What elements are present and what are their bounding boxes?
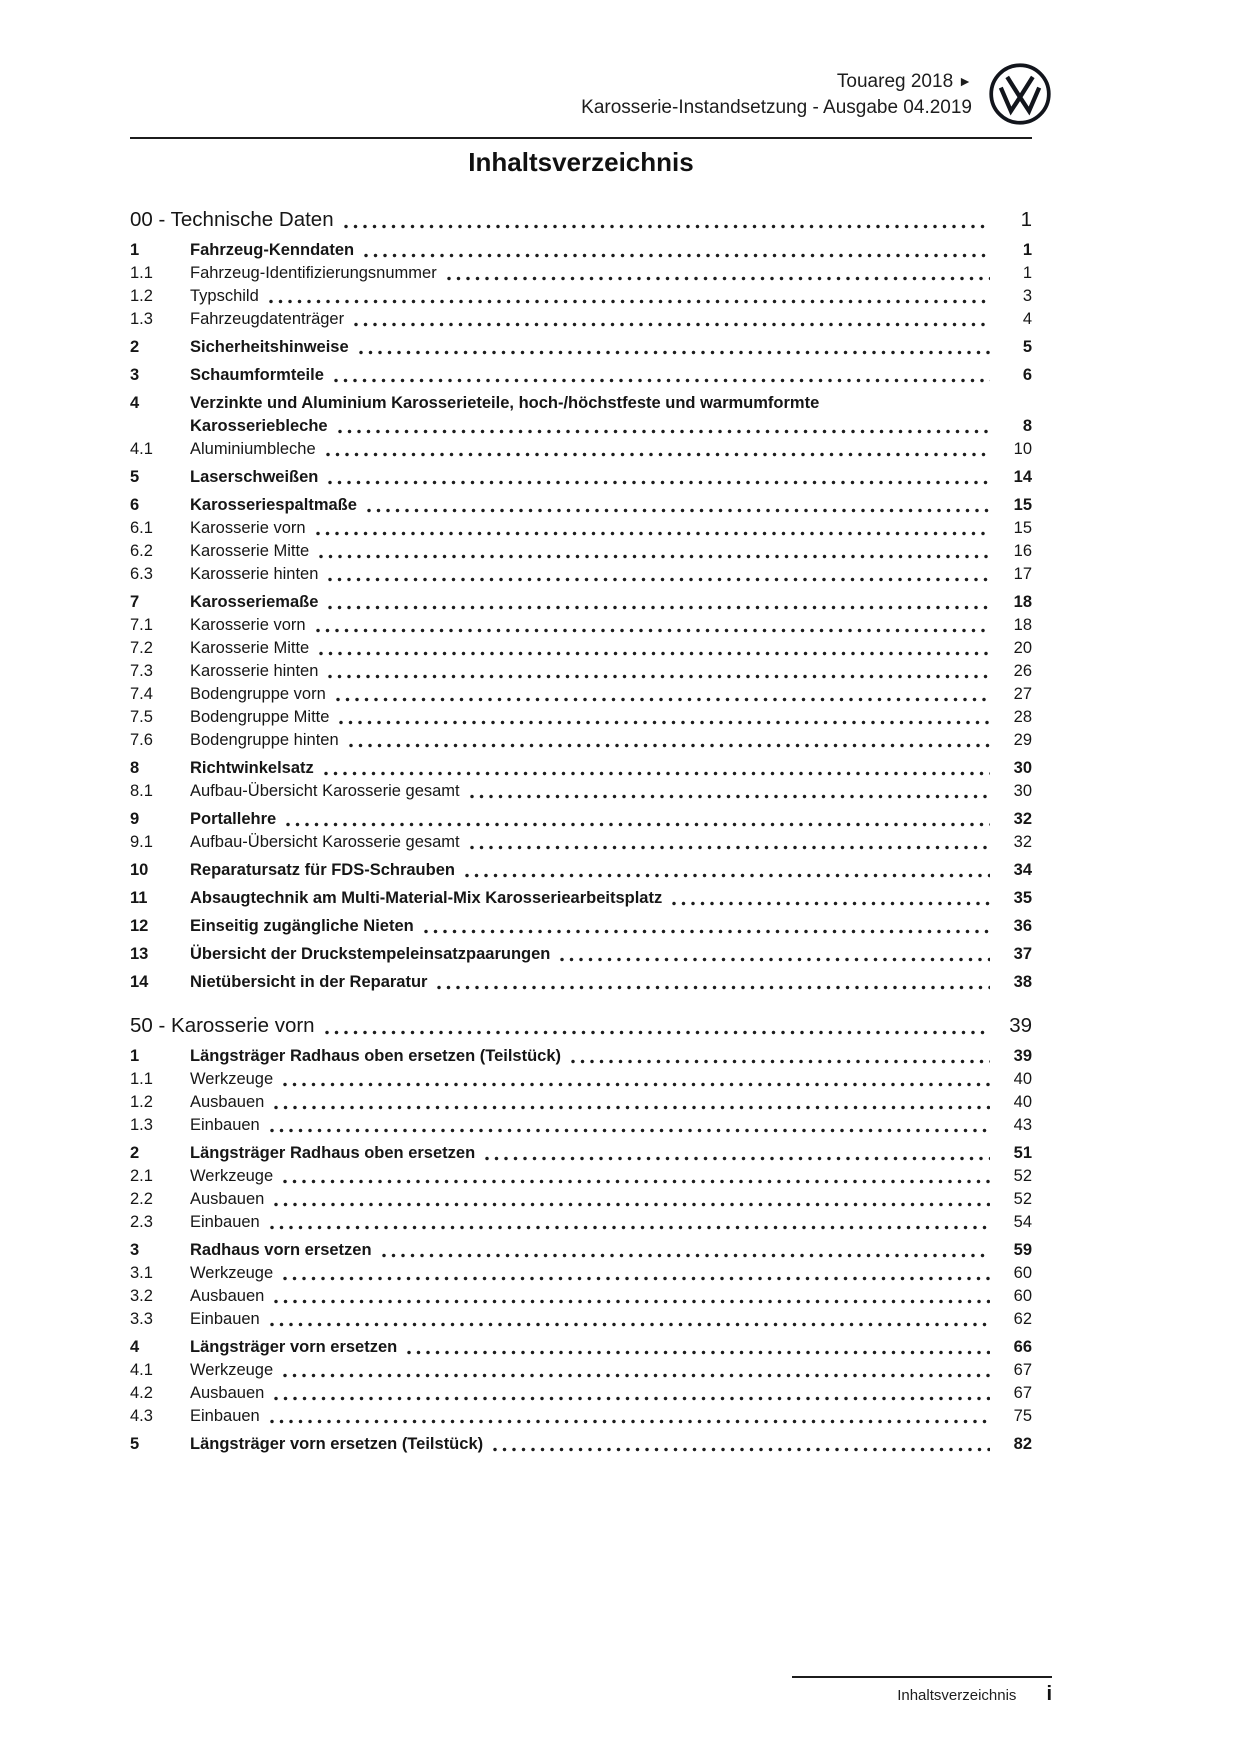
toc-entry-number: 3.3 [130,1310,153,1328]
toc-entry-page: 37 [1013,945,1032,963]
toc-entry-number: 5 [130,1435,140,1453]
toc-subsection-row [130,1262,1032,1285]
toc-entry-page: 60 [1013,1264,1032,1282]
dot-leader [491,1447,990,1452]
dot-leader [322,771,990,776]
dot-leader [422,929,990,934]
toc-entry-page: 38 [1013,973,1032,991]
dot-leader [463,873,990,878]
toc-section-row [130,943,1032,966]
dot-leader [272,1396,990,1401]
toc-subsection-row [130,660,1032,683]
toc-entry-number: 7.3 [130,662,153,680]
dot-leader [362,253,990,258]
toc-entry-page: 10 [1013,440,1032,458]
toc-entry-label: Reparatursatz für FDS-Schrauben [190,861,455,879]
toc-entry-label: Ausbauen [190,1384,265,1402]
toc-entry-page: 18 [1013,593,1032,611]
toc-entry-label: Schaumformteile [190,366,324,384]
toc-subsection-row [130,517,1032,540]
toc-entry-number: 8.1 [130,782,153,800]
toc-entry-label: Ausbauen [190,1093,265,1111]
toc-entry-label: Portallehre [190,810,277,828]
toc-subsection-row [130,308,1032,331]
toc-entry-page: 14 [1013,468,1032,486]
toc-entry-number: 1.1 [130,1070,153,1088]
toc-entry-label: Einbauen [190,1213,260,1231]
toc-entry-label: Radhaus vorn ersetzen [190,1241,372,1259]
toc-entry-number: 9 [130,810,140,828]
toc-section-row [130,808,1032,831]
toc-entry-label: Karosseriespaltmaße [190,496,357,514]
dot-leader [347,743,990,748]
toc-entry-number: 7.1 [130,616,153,634]
toc-entry-number: 1 [130,241,140,259]
toc-entry-page: 6 [1022,366,1032,384]
toc-entry-page: 34 [1013,861,1032,879]
dot-leader [483,1156,990,1161]
toc-entry-page: 82 [1013,1435,1032,1453]
toc-entry-label: Aluminiumbleche [190,440,316,458]
dot-leader [357,350,990,355]
toc-entry-page: 20 [1013,639,1032,657]
toc-entry-label: Richtwinkelsatz [190,759,314,777]
toc-entry-page: 15 [1013,519,1032,537]
toc-section-row [130,392,1032,415]
toc-entry-page: 29 [1013,731,1032,749]
toc-entry-page: 54 [1013,1213,1032,1231]
toc-entry-number: 1.1 [130,264,153,282]
toc-entry-number: 7.4 [130,685,153,703]
toc-entry-label: Längsträger Radhaus oben ersetzen (Teilstück) [190,1047,562,1065]
toc-subsection-row [130,1188,1032,1211]
toc-subsection-row [130,1405,1032,1428]
toc-entry-label: Karosseriemaße [190,593,319,611]
toc-entry-label: Ausbauen [190,1287,265,1305]
toc-entry-label: Werkzeuge [190,1264,274,1282]
toc-entry-page: 17 [1013,565,1032,583]
toc-entry-number: 5 [130,468,140,486]
toc-entry-number: 2 [130,1144,140,1162]
toc-entry-label: Karosserie Mitte [190,542,310,560]
toc-entry-number: 7.6 [130,731,153,749]
toc-entry-label: 50 - Karosserie vorn [130,1014,315,1037]
toc-entry-number: 2.1 [130,1167,153,1185]
toc-entry-label: Einbauen [190,1310,260,1328]
dot-leader [272,1105,990,1110]
toc-entry-page: 1 [1020,208,1032,231]
toc-entry-label: Einbauen [190,1407,260,1425]
toc-entry-number: 4.1 [130,1361,153,1379]
toc-entry-number: 6 [130,496,140,514]
toc-subsection-row [130,1114,1032,1137]
toc-subsection-row [130,285,1032,308]
toc-entry-label: Werkzeuge [190,1070,274,1088]
toc-entry-number: 1.2 [130,287,153,305]
toc-section-row [130,1239,1032,1262]
page-footer [130,1676,1052,1706]
toc-entry-page: 8 [1022,417,1032,435]
toc-entry-page: 60 [1013,1287,1032,1305]
dot-leader [670,901,990,906]
toc-entry-page: 39 [1013,1047,1032,1065]
toc-entry-page: 32 [1013,833,1032,851]
toc-entry-page: 26 [1013,662,1032,680]
toc-entry-label: Längsträger vorn ersetzen [190,1338,398,1356]
toc-entry-number: 1 [130,1047,140,1065]
toc-subsection-row [130,706,1032,729]
dot-leader [323,1030,990,1035]
toc-chapter-row [130,206,1032,234]
toc-entry-number: 7 [130,593,140,611]
toc-entry-label: Ausbauen [190,1190,265,1208]
dot-leader [342,224,990,229]
dot-leader [268,1128,990,1133]
toc-subsection-row [130,729,1032,752]
dot-leader [326,674,990,679]
toc-entry-number: 3.1 [130,1264,153,1282]
dot-leader [468,845,990,850]
arrow-right-icon: ► [958,72,972,89]
toc-entry-number: 1.3 [130,1116,153,1134]
toc-entry-label: Fahrzeug-Kenndaten [190,241,355,259]
dot-leader [267,299,990,304]
toc-entry-page: 15 [1013,496,1032,514]
dot-leader [352,322,990,327]
toc-entry-page: 67 [1013,1361,1032,1379]
toc-subsection-row [130,563,1032,586]
toc-entry-label: Karosserie hinten [190,662,319,680]
toc-entry-number: 2 [130,338,140,356]
toc-entry-page: 66 [1013,1338,1032,1356]
toc-subsection-row [130,637,1032,660]
toc-entry-number: 3 [130,1241,140,1259]
toc-subsection-row [130,614,1032,637]
toc-section-row [130,466,1032,489]
toc-section-row [130,971,1032,994]
dot-leader [365,508,990,513]
toc-subsection-row [130,1382,1032,1405]
toc-entry-label: Einbauen [190,1116,260,1134]
page-title: Inhaltsverzeichnis [468,147,694,177]
toc-entry-number: 4 [130,394,140,412]
toc-section-row [130,887,1032,910]
toc-entry-number: 4.1 [130,440,153,458]
toc-entry-page: 4 [1022,310,1032,328]
toc-entry-label: Bodengruppe Mitte [190,708,330,726]
footer-divider [792,1676,1052,1678]
toc-entry-label: Nietübersicht in der Reparatur [190,973,428,991]
toc-subsection-row [130,831,1032,854]
toc-entry-number: 7.5 [130,708,153,726]
toc-entry-number: 11 [130,889,148,907]
dot-leader [284,822,990,827]
dot-leader [337,720,990,725]
toc-entry-page: 1 [1022,264,1032,282]
toc-entry-number: 3 [130,366,140,384]
toc-entry-page: 16 [1013,542,1032,560]
toc-section-row [130,494,1032,517]
toc-section-row [130,415,1032,438]
toc-entry-label: Bodengruppe hinten [190,731,339,749]
vw-logo [988,62,1052,126]
toc-entry-number: 4 [130,1338,140,1356]
toc-entry-page: 18 [1013,616,1032,634]
toc-entry-label: Längsträger Radhaus oben ersetzen [190,1144,476,1162]
toc-entry-number: 6.3 [130,565,153,583]
toc-section-row [130,915,1032,938]
toc-entry-label: Bodengruppe vorn [190,685,326,703]
dot-leader [281,1276,990,1281]
dot-leader [336,429,990,434]
toc-entry-number: 12 [130,917,149,935]
toc-entry-page: 1 [1022,241,1032,259]
toc-entry-number: 2.2 [130,1190,153,1208]
toc-entry-label: Typschild [190,287,259,305]
header-model-line [581,68,972,95]
toc-entry-label: Werkzeuge [190,1361,274,1379]
toc-entry-label: Aufbau-Übersicht Karosserie gesamt [190,833,460,851]
dot-leader [281,1373,990,1378]
toc-entry-page: 67 [1013,1384,1032,1402]
dot-leader [324,452,990,457]
dot-leader [332,378,990,383]
toc-entry-page: 52 [1013,1167,1032,1185]
dot-leader [334,697,990,702]
dot-leader [268,1225,990,1230]
toc-entry-number: 8 [130,759,140,777]
header-divider [130,137,1032,139]
toc-entry-number: 6.1 [130,519,153,537]
toc-subsection-row [130,1308,1032,1331]
toc-section-row [130,336,1032,359]
toc-entry-label: Karosserie Mitte [190,639,310,657]
toc-entry-label: Fahrzeugdatenträger [190,310,345,328]
dot-leader [445,276,990,281]
toc-chapter-row [130,1012,1032,1040]
toc-entry-number: 9.1 [130,833,153,851]
dot-leader [317,651,990,656]
footer-label: Inhaltsverzeichnis [897,1687,1017,1704]
toc-entry-page: 36 [1013,917,1032,935]
dot-leader [268,1419,990,1424]
toc-entry-page: 5 [1022,338,1032,356]
toc-entry-page: 59 [1013,1241,1032,1259]
toc-entry-number: 1.2 [130,1093,153,1111]
page-header [130,62,1052,126]
toc-entry-label: Übersicht der Druckstempeleinsatzpaarungen [190,945,551,963]
dot-leader [314,628,990,633]
toc-entry-label: Werkzeuge [190,1167,274,1185]
dot-leader [326,480,990,485]
toc-entry-page: 28 [1013,708,1032,726]
toc-subsection-row [130,683,1032,706]
toc-entry-label: Einseitig zugängliche Nieten [190,917,414,935]
toc-entry-number: 14 [130,973,149,991]
dot-leader [380,1253,990,1258]
toc-entry-page: 43 [1013,1116,1032,1134]
toc-subsection-row [130,1211,1032,1234]
toc-entry-page: 40 [1013,1093,1032,1111]
toc-entry-page: 27 [1013,685,1032,703]
dot-leader [326,577,990,582]
toc-entry-page: 75 [1013,1407,1032,1425]
model-name: Touareg 2018 [836,70,954,92]
toc-entry-page: 51 [1013,1144,1032,1162]
toc-entry-number: 4.2 [130,1384,153,1402]
toc-section-row [130,757,1032,780]
header-subtitle: Karosserie-Instandsetzung - Ausgabe 04.2019 [581,96,972,118]
toc-entry-label: Verzinkte und Aluminium Karosserieteile, hoch-/höchstfeste und warmumformte [190,394,820,412]
dot-leader [317,554,990,559]
toc-entry-label: Karosserie vorn [190,616,306,634]
toc-entry-number: 7.2 [130,639,153,657]
toc-entry-number: 13 [130,945,149,963]
toc-entry-page: 62 [1013,1310,1032,1328]
toc-entry-page: 39 [1009,1014,1032,1037]
toc-section-row [130,591,1032,614]
footer-text [130,1683,1052,1706]
toc-entry-page: 40 [1013,1070,1032,1088]
dot-leader [468,794,990,799]
toc-entry-page: 32 [1013,810,1032,828]
dot-leader [326,605,990,610]
toc-entry-label: Karosserie vorn [190,519,306,537]
toc-subsection-row [130,1359,1032,1382]
dot-leader [272,1202,990,1207]
toc-subsection-row [130,262,1032,285]
dot-leader [435,985,990,990]
toc-subsection-row [130,1165,1032,1188]
toc-subsection-row [130,1091,1032,1114]
toc-section-row [130,364,1032,387]
toc-entry-number: 6.2 [130,542,153,560]
footer-page-number: i [1046,1683,1052,1705]
toc-entry-page: 52 [1013,1190,1032,1208]
toc-entry-label: Karosseriebleche [190,417,328,435]
header-text [581,68,972,121]
toc-entry-number: 10 [130,861,149,879]
toc-entry-number: 4.3 [130,1407,153,1425]
toc-section-row [130,859,1032,882]
toc-entry-number: 2.3 [130,1213,153,1231]
toc-subsection-row [130,540,1032,563]
toc-entry-label: Sicherheitshinweise [190,338,349,356]
toc-entry-label: Karosserie hinten [190,565,319,583]
toc-entry-label: Längsträger vorn ersetzen (Teilstück) [190,1435,484,1453]
toc-section-row [130,1433,1032,1456]
toc-subsection-row [130,1285,1032,1308]
toc-entry-page: 30 [1013,759,1032,777]
toc-subsection-row [130,780,1032,803]
toc-entry-label: 00 - Technische Daten [130,208,334,231]
toc-entry-number: 3.2 [130,1287,153,1305]
toc-entry-number: 1.3 [130,310,153,328]
dot-leader [281,1082,990,1087]
toc-entry-label: Laserschweißen [190,468,319,486]
toc-section-row [130,1336,1032,1359]
toc-section-row [130,239,1032,262]
toc-entry-label: Aufbau-Übersicht Karosserie gesamt [190,782,460,800]
toc-section-row [130,1142,1032,1165]
dot-leader [569,1059,990,1064]
toc-entry-label: Fahrzeug-Identifizierungsnummer [190,264,437,282]
toc-entry-label: Absaugtechnik am Multi-Material-Mix Karosseriearbeitsplatz [190,889,663,907]
dot-leader [314,531,990,536]
toc-entry-page: 3 [1022,287,1032,305]
toc-entry-page: 35 [1013,889,1032,907]
toc-section-row [130,1045,1032,1068]
dot-leader [268,1322,990,1327]
toc-subsection-row [130,438,1032,461]
dot-leader [405,1350,990,1355]
table-of-contents [130,206,1032,1456]
toc-entry-page: 30 [1013,782,1032,800]
toc-subsection-row [130,1068,1032,1091]
dot-leader [272,1299,990,1304]
dot-leader [558,957,990,962]
dot-leader [281,1179,990,1184]
